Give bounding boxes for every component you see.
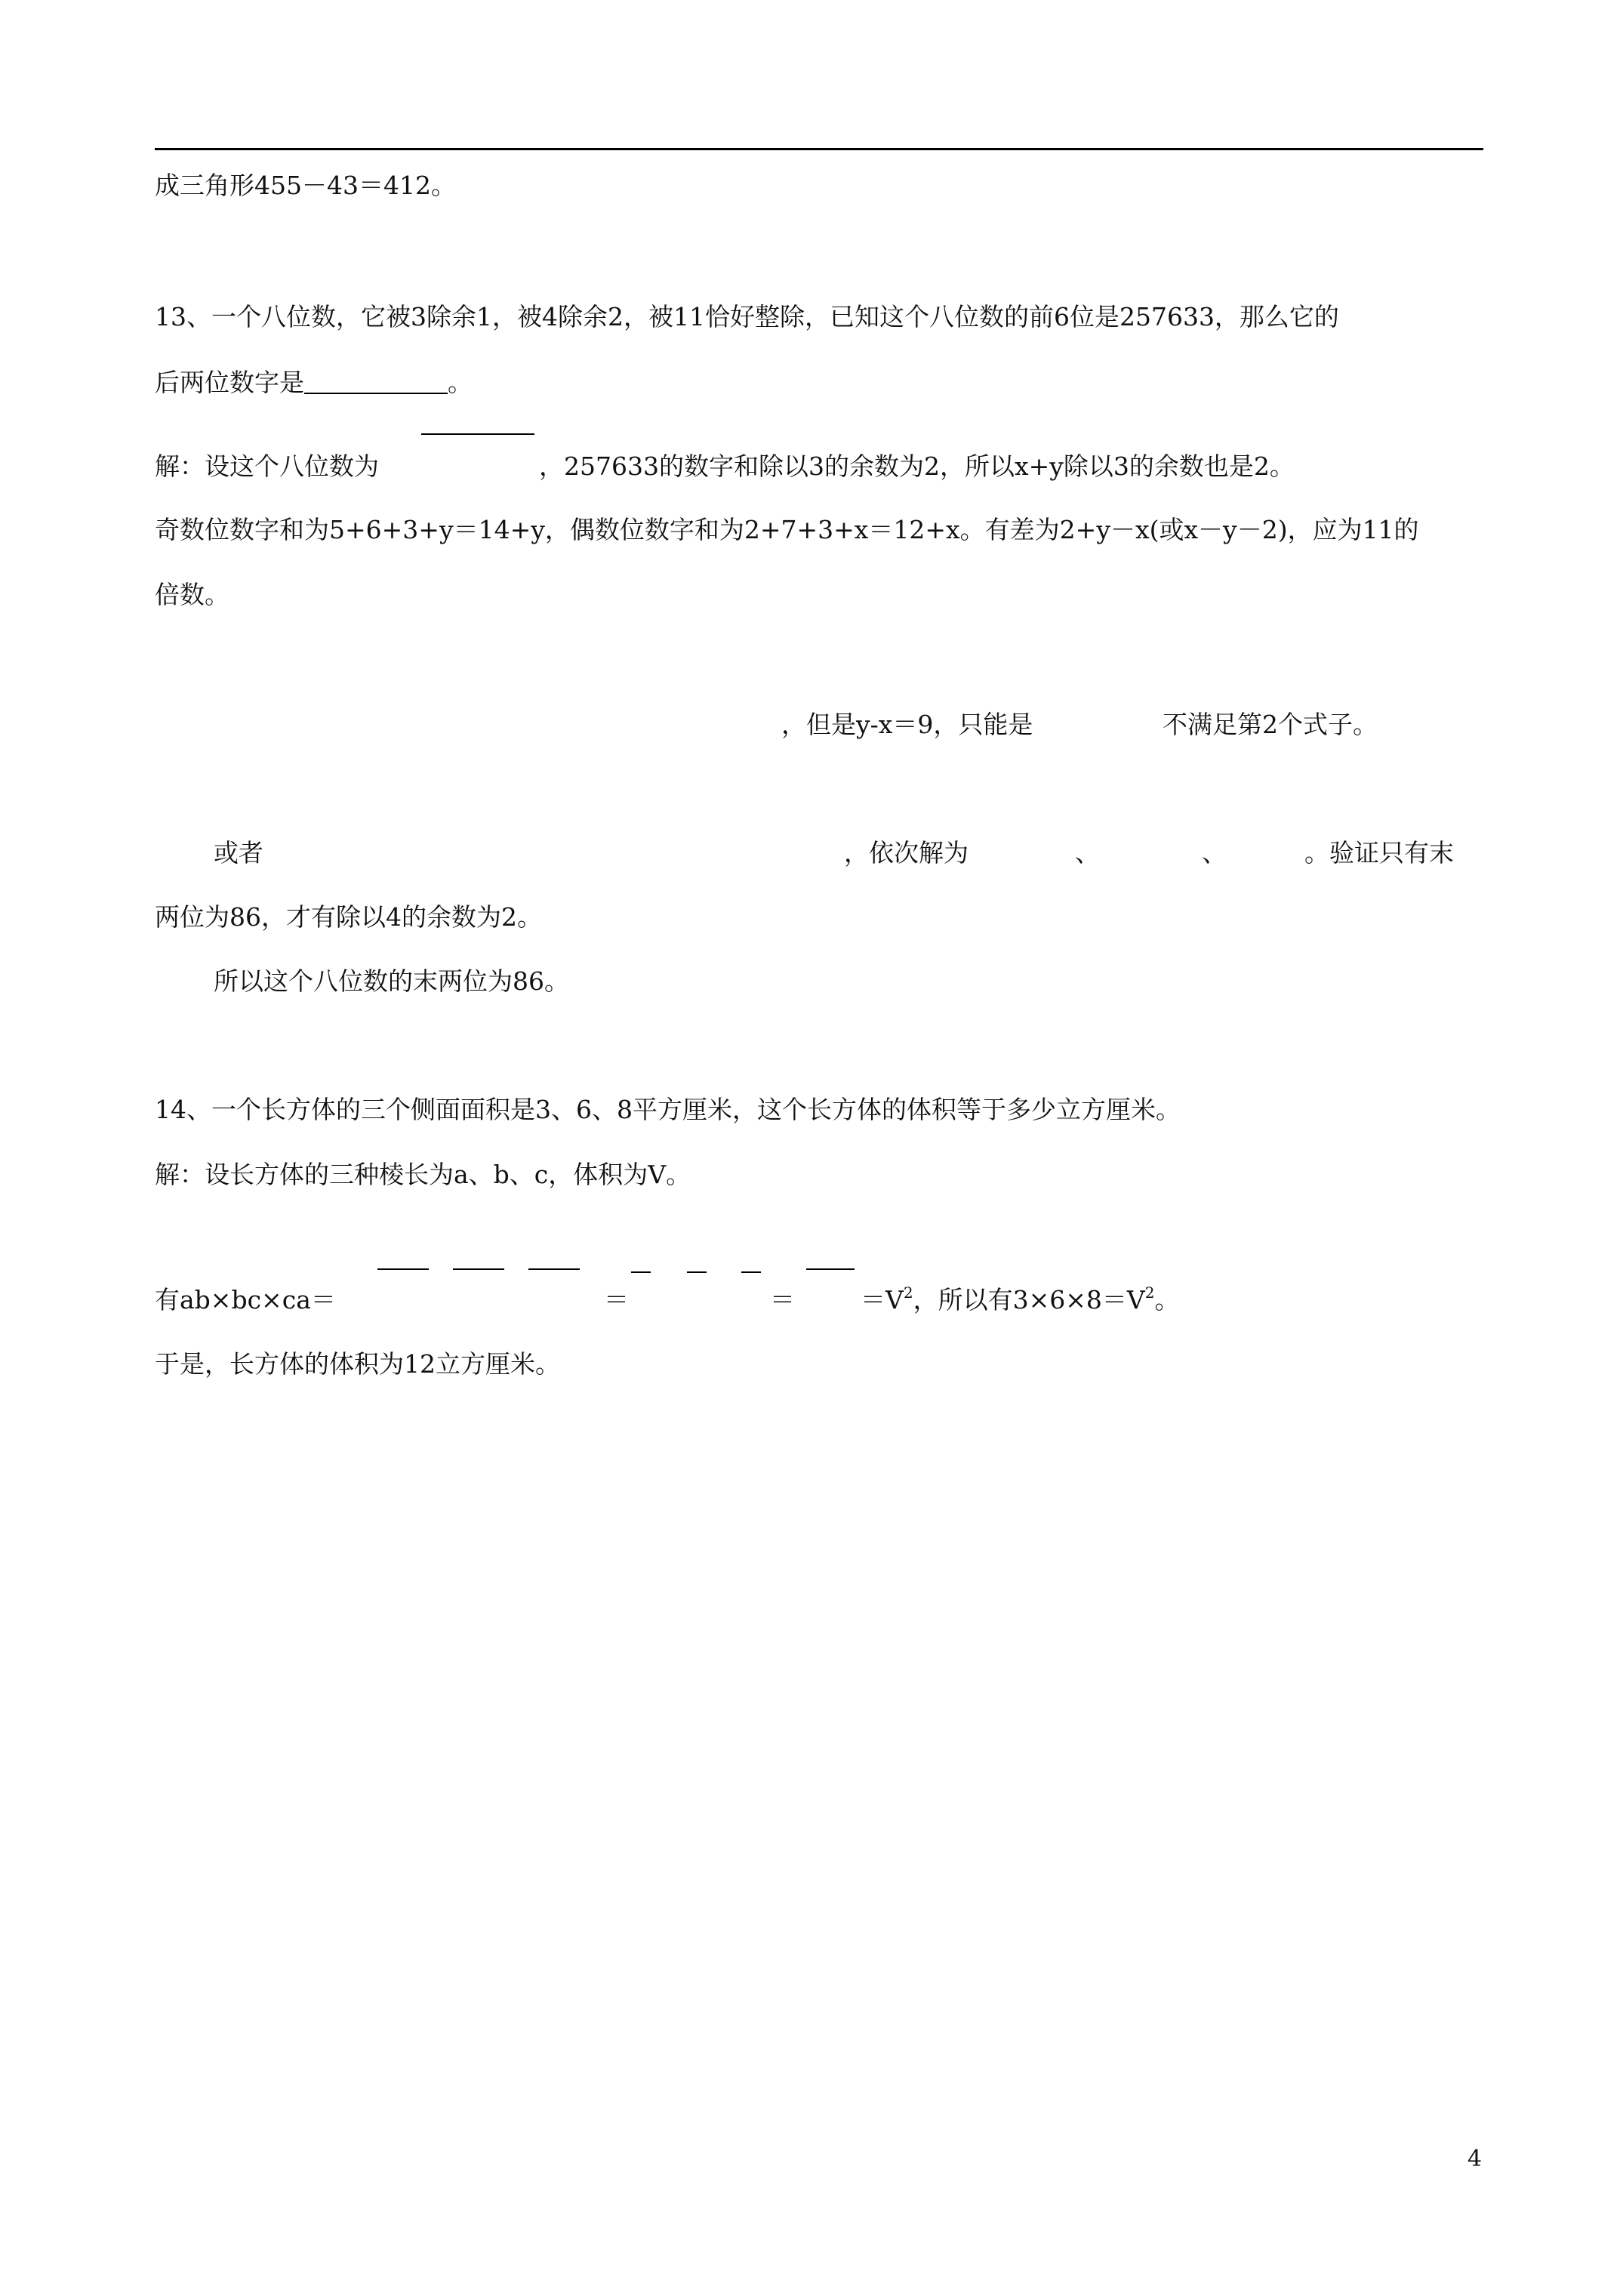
formula-text: 。 [1154, 1285, 1180, 1314]
solution-13-line-7: 所以这个八位数的末两位为86。 [214, 966, 569, 996]
formula-bar [377, 1268, 429, 1270]
formula-text: ，所以有3×6×8＝V [913, 1285, 1145, 1314]
solution-13-line-5e: 。验证只有末 [1304, 838, 1454, 868]
solution-14-line-2d [861, 1285, 1179, 1315]
solution-13-line-6: 两位为86，才有除以4的余数为2。 [155, 902, 542, 932]
question-13-line-2 [155, 368, 473, 398]
question-13-text: 后两位数字是 [155, 368, 304, 397]
formula-bar [741, 1271, 761, 1273]
question-13-line-1: 13、一个八位数，它被3除余1，被4除余2，被11恰好整除，已知这个八位数的前6位是257633，那么它的 [155, 302, 1339, 331]
text-line: 成三角形455－43＝412。 [155, 171, 456, 200]
solution-13-line-3: 倍数。 [155, 580, 229, 609]
solution-13-line-1a: 解：设这个八位数为 [155, 451, 379, 481]
solution-14-line-2a: 有ab×bc×ca＝ [155, 1285, 336, 1314]
answer-blank [304, 370, 448, 394]
solution-13-line-4b: 不满足第2个式子。 [1163, 710, 1378, 739]
formula-bar [806, 1268, 855, 1270]
formula-bar [528, 1268, 580, 1270]
superscript: 2 [1144, 1284, 1155, 1302]
solution-13-line-5b: ，依次解为 [844, 838, 969, 868]
question-13-end: 。 [448, 368, 473, 397]
formula-bar [687, 1271, 707, 1273]
solution-14-line-2b: ＝ [604, 1285, 629, 1314]
formula-bar [453, 1268, 504, 1270]
formula-text: ＝V [861, 1285, 904, 1314]
solution-14-line-3: 于是，长方体的体积为12立方厘米。 [155, 1349, 560, 1379]
solution-13-line-5a: 或者 [214, 838, 263, 868]
question-14: 14、一个长方体的三个侧面面积是3、6、8平方厘米，这个长方体的体积等于多少立方厘米。 [155, 1095, 1181, 1124]
solution-13-line-5d: 、 [1202, 838, 1227, 868]
solution-13-line-5c: 、 [1075, 838, 1100, 868]
solution-13-line-4a: ，但是y-x＝9，只能是 [781, 710, 1033, 739]
page-number: 4 [1467, 2146, 1483, 2172]
solution-13-line-2: 奇数位数字和为5+6+3+y＝14+y，偶数位数字和为2+7+3+x＝12+x。有差为2+y－x(或x－y－2)，应为11的 [155, 515, 1419, 544]
solution-14-line-1: 解：设长方体的三种棱长为a、b、c，体积为V。 [155, 1160, 691, 1189]
header-rule [155, 148, 1483, 150]
formula-bar [631, 1271, 651, 1273]
solution-13-line-1b: ，257633的数字和除以3的余数为2，所以x+y除以3的余数也是2。 [539, 451, 1295, 481]
solution-14-line-2c: ＝ [770, 1285, 795, 1314]
superscript: 2 [903, 1284, 913, 1302]
overline-bar [421, 433, 534, 435]
